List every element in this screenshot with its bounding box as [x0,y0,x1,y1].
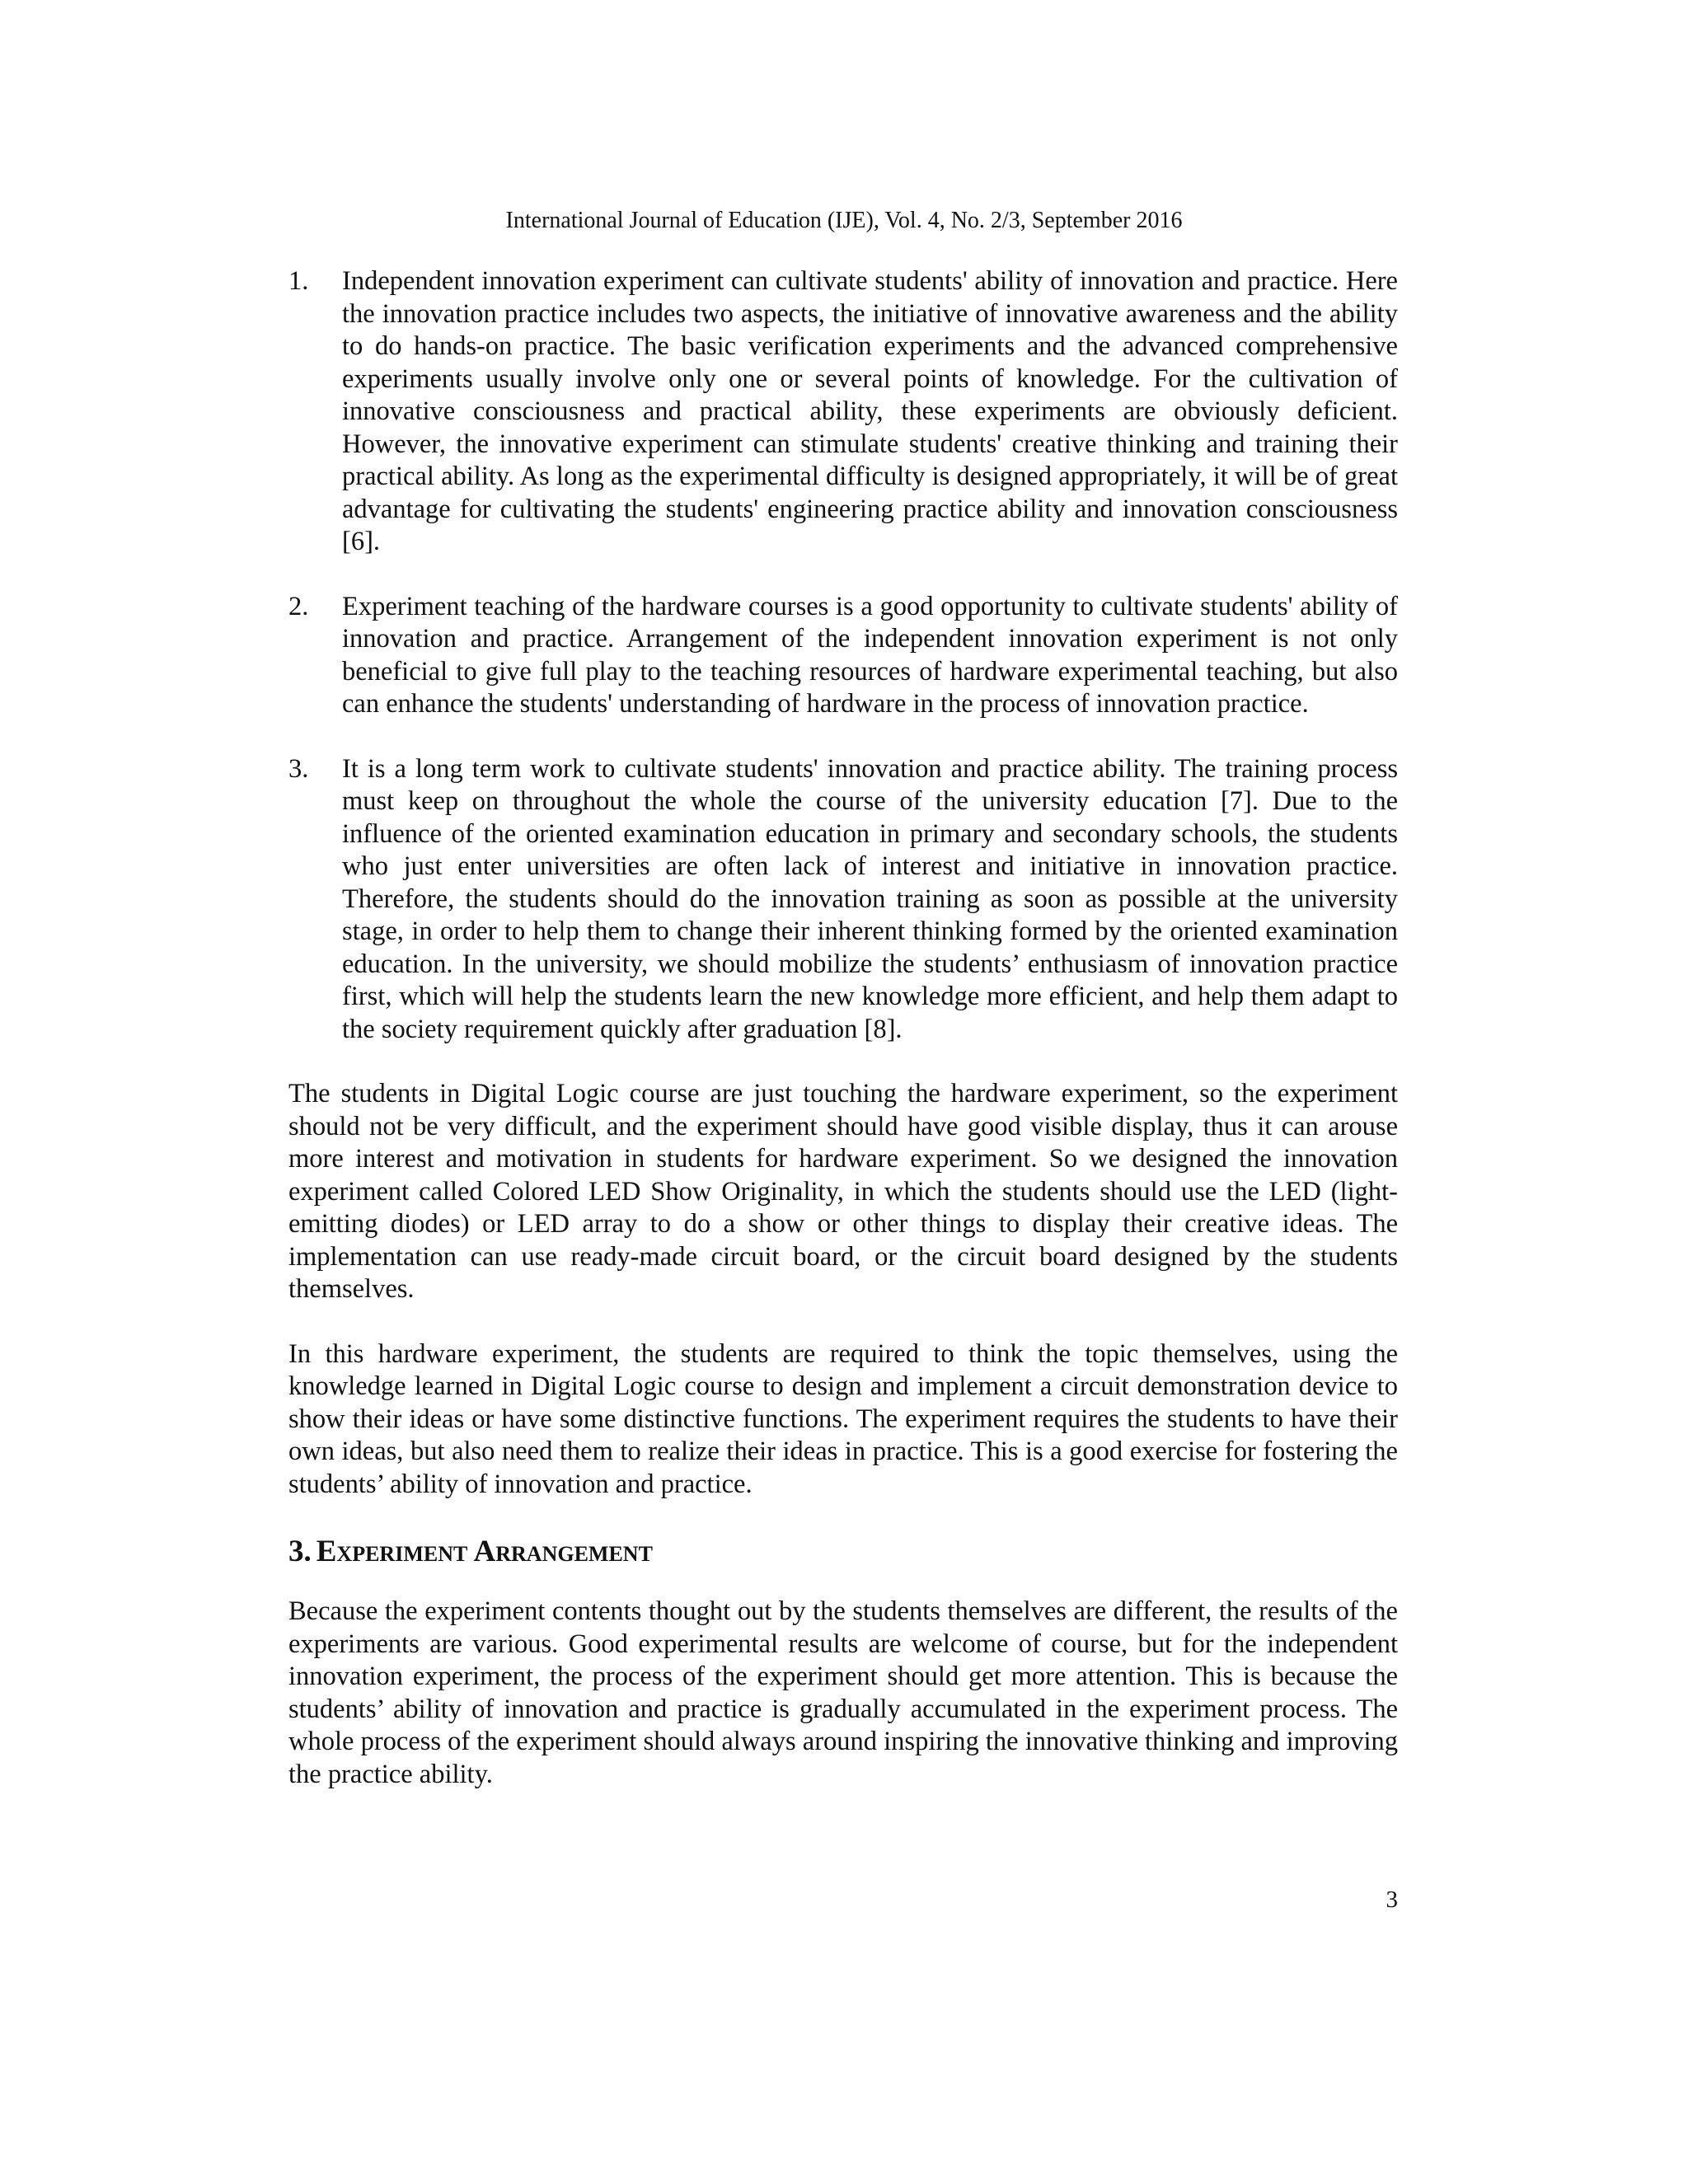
list-item-number: 1. [288,266,309,296]
body-paragraph: The students in Digital Logic course are just touching the hardware experiment, so the experiment should not be very difficult, and the experiment should have good visible display, thus it can arouse more interest and motivation in students for hardware experiment. So we designed the innovation experiment called Colored LED Show Originality, in which the students should use the LED (light-emitting diodes) or LED array to do a show or other things to display their creative ideas. The implementation can use ready-made circuit board, or the circuit board designed by the students themselves. [288,1079,1398,1304]
list-item-number: 3. [288,753,309,784]
list-item [288,753,1398,1047]
page-number: 3 [1386,1886,1398,1913]
list-item [288,265,1398,559]
section-title: Experiment Arrangement [316,1535,653,1568]
list-item-text: Experiment teaching of the hardware courses is a good opportunity to cultivate students' ability of innovation and practice. Arrangement of the independent innovation experiment is not only beneficial to give full play to the teaching resources of hardware experimental teaching, but also can enhance the students' understanding of hardware in the process of innovation practice. [342,591,1398,719]
section-heading [288,1533,1398,1571]
list-item-text: Independent innovation experiment can cultivate students' ability of innovation and practice. Here the innovation practice includes two aspects, the initiative of innovative awareness and the ability to do hands-on practice. The basic verification experiments and the advanced comprehensive experiments usually involve only one or several points of knowledge. For the cultivation of innovative consciousness and practical ability, these experiments are obviously deficient. However, the innovative experiment can stimulate students' creative thinking and training their practical ability. As long as the experimental difficulty is designed appropriately, it will be of great advantage for cultivating the students' engineering practice ability and innovation consciousness [6]. [342,266,1398,556]
numbered-list [288,265,1398,1046]
list-item [288,591,1398,721]
section-paragraph: Because the experiment contents thought out by the students themselves are different, the results of the experiments are various. Good experimental results are welcome of course, but for the independent innovation experiment, the process of the experiment should get more attention. This is because the students’ ability of innovation and practice is gradually accumulated in the experiment process. The whole process of the experiment should always around inspiring the innovative thinking and improving the practice ability. [288,1596,1398,1789]
section-number: 3. [288,1535,312,1568]
running-header: International Journal of Education (IJE), Vol. 4, No. 2/3, September 2016 [505,208,1183,233]
body-paragraph: In this hardware experiment, the students are required to think the topic themselves, using the knowledge learned in Digital Logic course to design and implement a circuit demonstration device to show their ideas or have some distinctive functions. The experiment requires the students to have their own ideas, but also need them to realize their ideas in practice. This is a good exercise for fostering the students’ ability of innovation and practice. [288,1338,1398,1499]
page-body [288,265,1398,1823]
list-item-number: 2. [288,591,309,621]
list-item-text: It is a long term work to cultivate students' innovation and practice ability. The training process must keep on throughout the whole the course of the university education [7]. Due to the influence of the oriented examination education in primary and secondary schools, the students who just enter universities are often lack of interest and initiative in innovation practice. Therefore, the students should do the innovation training as soon as possible at the university stage, in order to help them to change their inherent thinking formed by the oriented examination education. In the university, we should mobilize the students’ enthusiasm of innovation practice first, which will help the students learn the new knowledge more efficient, and help them adapt to the society requirement quickly after graduation [8]. [342,753,1398,1044]
